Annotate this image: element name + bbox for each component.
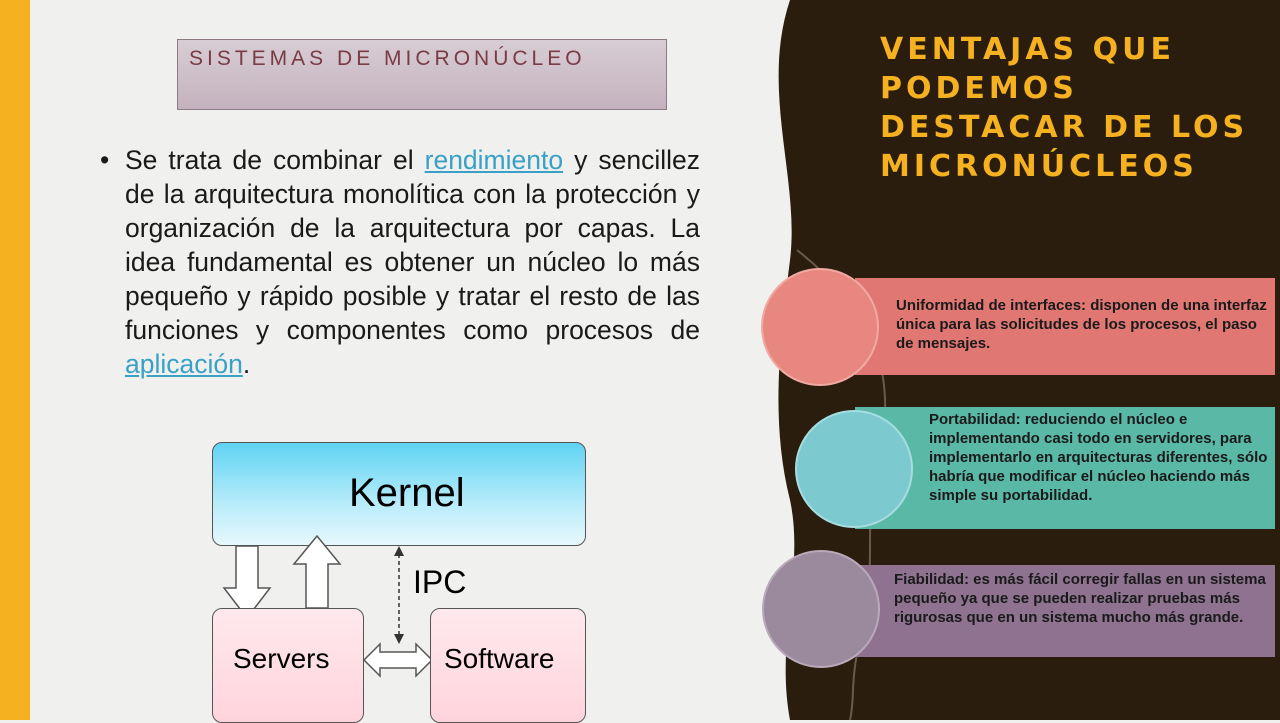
body-part-1: Se trata de combinar el [125,145,425,175]
body-part-3: . [242,349,251,379]
software-label: Software [444,643,555,674]
servers-label: Servers [233,643,330,674]
microkernel-diagram [208,438,593,720]
link-rendimiento[interactable]: rendimiento [424,145,564,175]
slide-title: SISTEMAS DE MICRONÚCLEO [189,47,586,70]
servers-box [212,608,364,723]
link-aplicacion[interactable]: aplicación [125,349,243,379]
bullet-paragraph [100,143,700,381]
card-portabilidad-circle [795,410,913,528]
card-uniformidad-circle [761,268,879,386]
ipc-label: IPC [413,564,467,600]
software-box [430,608,586,723]
kernel-label: Kernel [349,471,465,515]
card-uniformidad-text: Uniformidad de interfaces: disponen de una interfaz única para las solicitudes de los procesos, el paso de mensajes. [896,297,1267,352]
card-fiabilidad-circle [762,550,880,668]
slide-title-box [177,39,667,110]
up-arrow-icon [294,536,340,608]
bullet-dot: • [100,145,110,175]
ipc-arrow-bottom-icon [394,634,404,644]
horizontal-double-arrow-icon [364,644,432,676]
bullet-text [125,143,700,381]
body-part-2: y sencillez de la arquitectura monolítica con la protección y organización de la arquitectura por capas. La idea fundamental es obtener un núcleo lo más pequeño y rápido posible y tratar el resto de las funciones y componentes como procesos de [125,145,701,345]
card-fiabilidad-text: Fiabilidad: es más fácil corregir fallas en un sistema pequeño ya que se pueden realizar pruebas más rigurosas que en un sistema mucho más grande. [894,571,1266,626]
ipc-arrow-top-icon [394,546,404,556]
card-portabilidad-text: Portabilidad: reduciendo el núcleo e implementando casi todo en servidores, para implementarlo en arquitecturas diferentes, sólo habría que modificar el núcleo haciendo más simple su portabilidad. [929,411,1268,504]
advantages-heading: VENTAJAS QUE PODEMOS DESTACAR DE LOS MICRONÚCLEOS [880,32,1249,184]
